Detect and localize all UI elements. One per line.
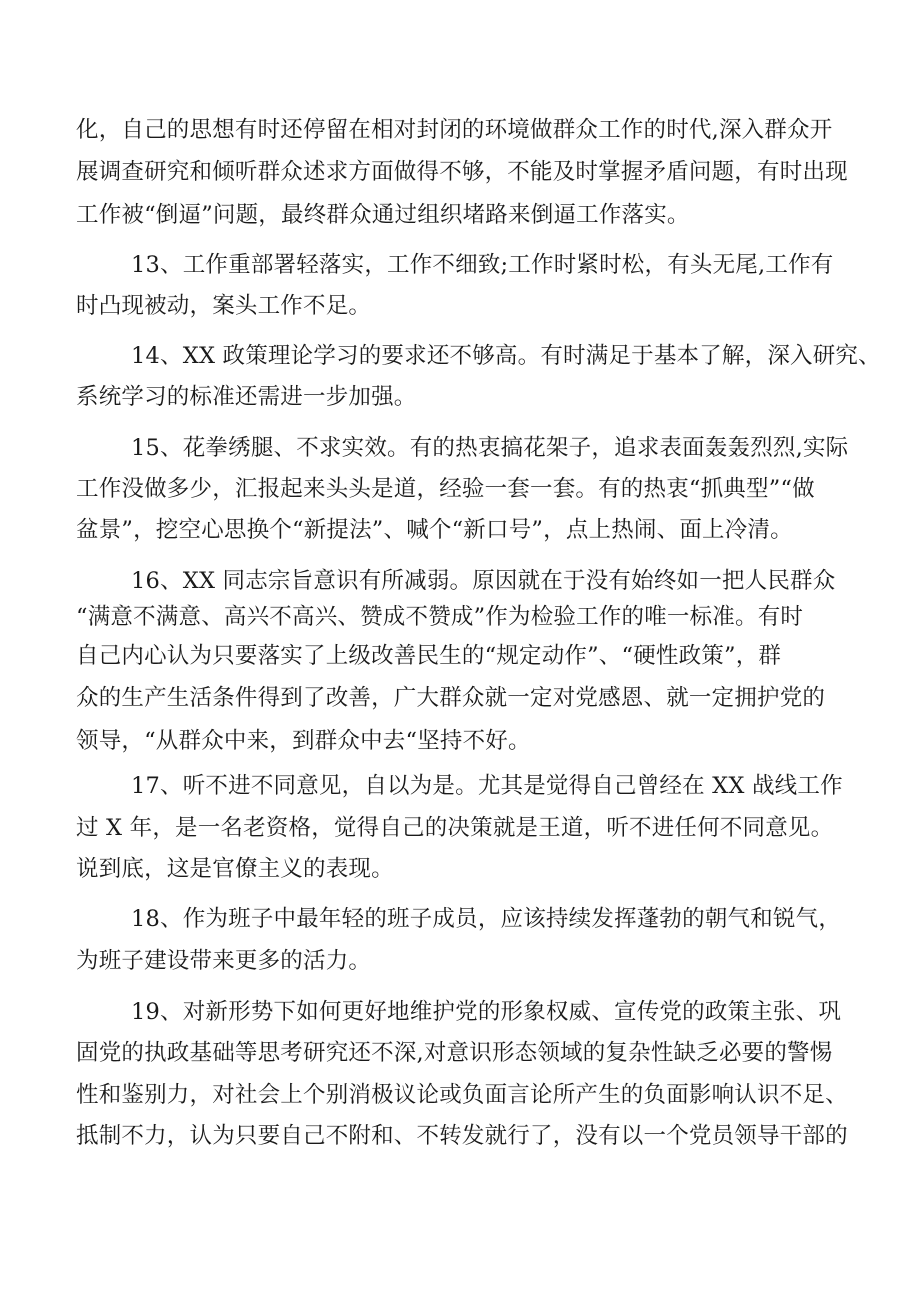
text-line: 领导，“从群众中来，到群众中去“坚持不好。 xyxy=(76,728,531,754)
text-line: 性和鉴别力，对社会上个别消极议论或负面言论所产生的负面影响认识不足、 xyxy=(76,1082,848,1108)
text-line: 为班子建设带来更多的活力。 xyxy=(76,948,372,974)
text-line: 自己内心认为只要落实了上级改善民生的“规定动作”、“硬性政策”，群 xyxy=(76,643,782,669)
text-line: 说到底，这是官僚主义的表现。 xyxy=(76,856,394,882)
text-line: 过 X 年，是一名老资格，觉得自己的决策就是王道，听不进任何不同意见。 xyxy=(76,815,834,841)
paragraph-14-start: 14、XX 政策理论学习的要求还不够高。有时满足于基本了解，深入研究、 xyxy=(131,343,881,369)
text-line: 时凸现被动，案头工作不足。 xyxy=(76,293,372,319)
paragraph-15-start: 15、花拳绣腿、不求实效。有的热衷搞花架子，追求表面轰轰烈烈,实际 xyxy=(131,435,849,461)
paragraph-17-start: 17、听不进不同意见，自以为是。尤其是觉得自己曾经在 XX 战线工作 xyxy=(131,773,843,799)
text-line: 众的生产生活条件得到了改善，广大群众就一定对党感恩、就一定拥护党的 xyxy=(76,685,826,711)
text-line: 工作没做多少，汇报起来头头是道，经验一套一套。有的热衷“抓典型”“做 xyxy=(76,476,815,502)
paragraph-13-start: 13、工作重部署轻落实，工作不细致;工作时紧时松，有头无尾,工作有 xyxy=(131,252,834,278)
text-line: 工作被“倒逼”问题，最终群众通过组织堵路来倒逼工作落实。 xyxy=(76,202,690,228)
paragraph-19-start: 19、对新形势下如何更好地维护党的形象权威、宣传党的政策主张、巩 xyxy=(131,999,842,1025)
text-line: 抵制不力，认为只要自己不附和、不转发就行了，没有以一个党员领导干部的 xyxy=(76,1123,848,1149)
text-line: 展调查研究和倾听群众述求方面做得不够，不能及时掌握矛盾问题，有时出现 xyxy=(76,159,848,185)
text-line: 系统学习的标准还需进一步加强。 xyxy=(76,384,417,410)
paragraph-18-start: 18、作为班子中最年轻的班子成员，应该持续发挥蓬勃的朝气和锐气， xyxy=(131,906,842,932)
text-line: “满意不满意、高兴不高兴、赞成不赞成”作为检验工作的唯一标准。有时 xyxy=(76,604,804,630)
text-line: 化，自己的思想有时还停留在相对封闭的环境做群众工作的时代,深入群众开 xyxy=(76,117,833,143)
paragraph-16-start: 16、XX 同志宗旨意识有所减弱。原因就在于没有始终如一把人民群众 xyxy=(131,568,836,594)
text-line: 固党的执政基础等思考研究还不深,对意识形态领域的复杂性缺乏必要的警惕 xyxy=(76,1040,833,1066)
text-line: 盆景”，挖空心思换个“新提法”、喊个“新口号”，点上热闹、面上冷清。 xyxy=(76,517,793,543)
